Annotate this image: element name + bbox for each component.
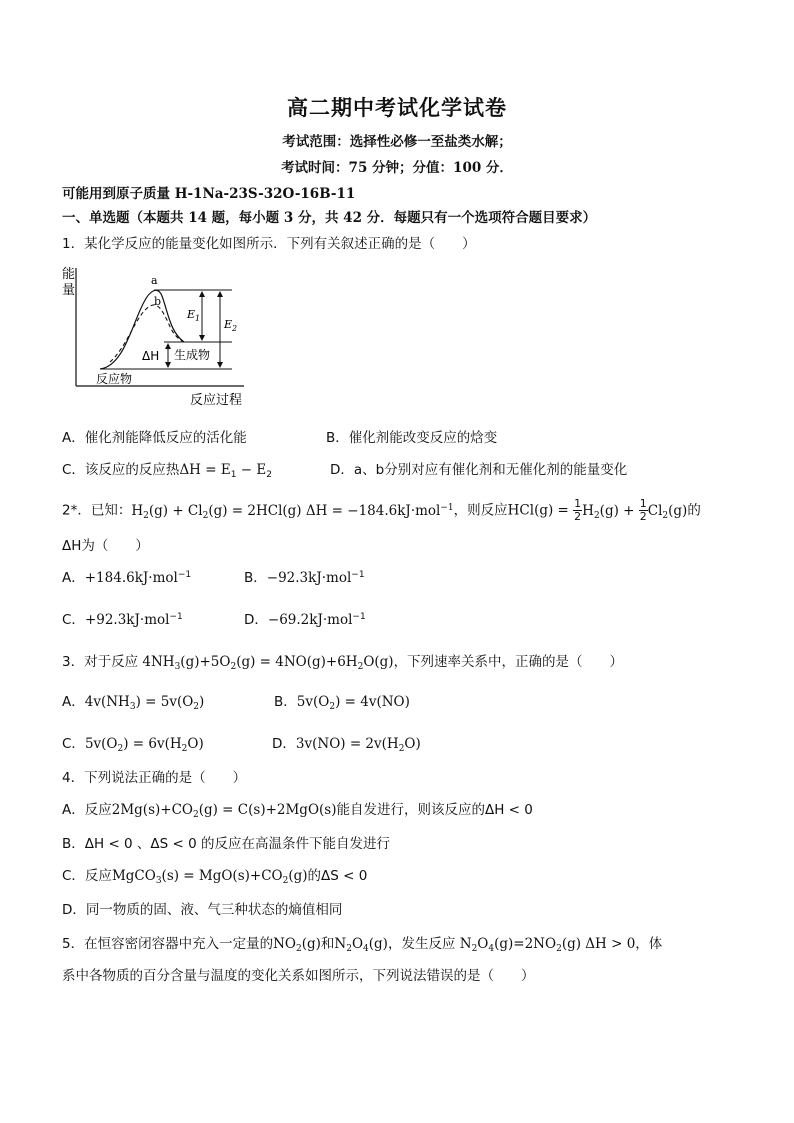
label-e2: $E_2$ (224, 318, 238, 333)
q4-option-d[interactable]: D．同一物质的固、液、气三种状态的熵值相同 (62, 902, 343, 918)
q4-stem: 4．下列说法正确的是（ ） (62, 770, 247, 786)
q1-option-d[interactable]: D．a、b分别对应有催化剂和无催化剂的能量变化 (330, 462, 628, 478)
exam-time-score: 考试时间：75 分钟；分值：100 分． (281, 160, 513, 176)
section-heading: 一、单选题（本题共 14 题，每小题 3 分，共 42 分．每题只有一个选项符合题目要求） (62, 210, 597, 226)
page-title: 高二期中考试化学试卷 (287, 95, 507, 120)
y-label-1: 能 (62, 267, 76, 282)
q3-option-d[interactable]: D．$3v(NO) = 2v(H_2O)$ (272, 736, 421, 754)
q4-option-a[interactable]: A．反应$2Mg(s)+CO_2(g) = C(s)+2MgO(s)$能自发进行，则该反应的ΔH < 0 (62, 802, 533, 820)
label-reactant: 反应物 (96, 372, 133, 386)
q2-stem-line2: ΔH为（ ） (62, 538, 149, 554)
q1-stem: 1．某化学反应的能量变化如图所示．下列有关叙述正确的是（ ） (62, 236, 476, 252)
q2-option-b[interactable]: B．−92.3kJ·mol$^{-1}$ (244, 570, 365, 586)
q2-option-d[interactable]: D．−69.2kJ·mol$^{-1}$ (244, 612, 366, 628)
q4-option-c[interactable]: C．反应MgCO$_3$(s) = $MgO(s)+CO_2(g)$的ΔS < 0 (62, 868, 368, 886)
energy-diagram (62, 262, 252, 412)
q4-option-b[interactable]: B．ΔH < 0 、ΔS < 0 的反应在高温条件下能自发进行 (62, 836, 391, 852)
q3-stem: 3．对于反应 $4NH_3(g)+5O_2(g) = 4NO(g)+6H_2O(g)$，下列速率关系中，正确的是（ ） (62, 654, 624, 672)
label-b: b (154, 295, 162, 308)
q5-stem: 5．在恒容密闭容器中充入一定量的$NO_2(g)$和$N_2O_4(g)$，发生反应 $N_2O_4(g)=2NO_2(g) \Delta H > 0$，体 (62, 936, 663, 954)
label-e1: $E_1$ (187, 308, 201, 323)
y-label-2: 量 (62, 283, 76, 298)
q1-option-a[interactable]: A．催化剂能降低反应的活化能 (62, 430, 247, 446)
q5-stem-line2: 系中各物质的百分含量与温度的变化关系如图所示，下列说法错误的是（ ） (62, 968, 535, 984)
q2-option-a[interactable]: A．+184.6kJ·mol$^{-1}$ (62, 570, 192, 586)
q3-option-b[interactable]: B．$5v(O_2) = 4v(NO)$ (274, 694, 410, 712)
q1-option-c[interactable]: C．该反应的反应热$\Delta H = E_1 - E_2$ (62, 462, 272, 480)
atomic-mass-line: 可能用到原子质量 H-1Na-23S-32O-16B-11 (62, 186, 356, 202)
label-product: 生成物 (174, 348, 211, 362)
exam-scope: 考试范围：选择性必修一至盐类水解； (282, 134, 512, 150)
label-dh: ΔH (142, 349, 160, 363)
q3-option-a[interactable]: A．$4v(NH_3) = 5v(O_2)$ (62, 694, 205, 712)
label-a: a (151, 274, 158, 287)
x-label: 反应过程 (190, 393, 243, 408)
q3-option-c[interactable]: C．$5v(O_2) = 6v(H_2O)$ (62, 736, 204, 754)
q2-stem: 2*．已知：$H_2(g) + Cl_2(g) = 2HCl(g) \Delta H = -184.6kJ\cdot mol^{-1}$，则反应HCl(g) = $\frac{1}{2}$ $H_2(g)$ + $\frac{1}{2}$ $Cl_2(g)$的 (62, 497, 701, 523)
q1-option-b[interactable]: B．催化剂能改变反应的焓变 (326, 430, 498, 446)
q2-option-c[interactable]: C．+92.3kJ·mol$^{-1}$ (62, 612, 183, 628)
